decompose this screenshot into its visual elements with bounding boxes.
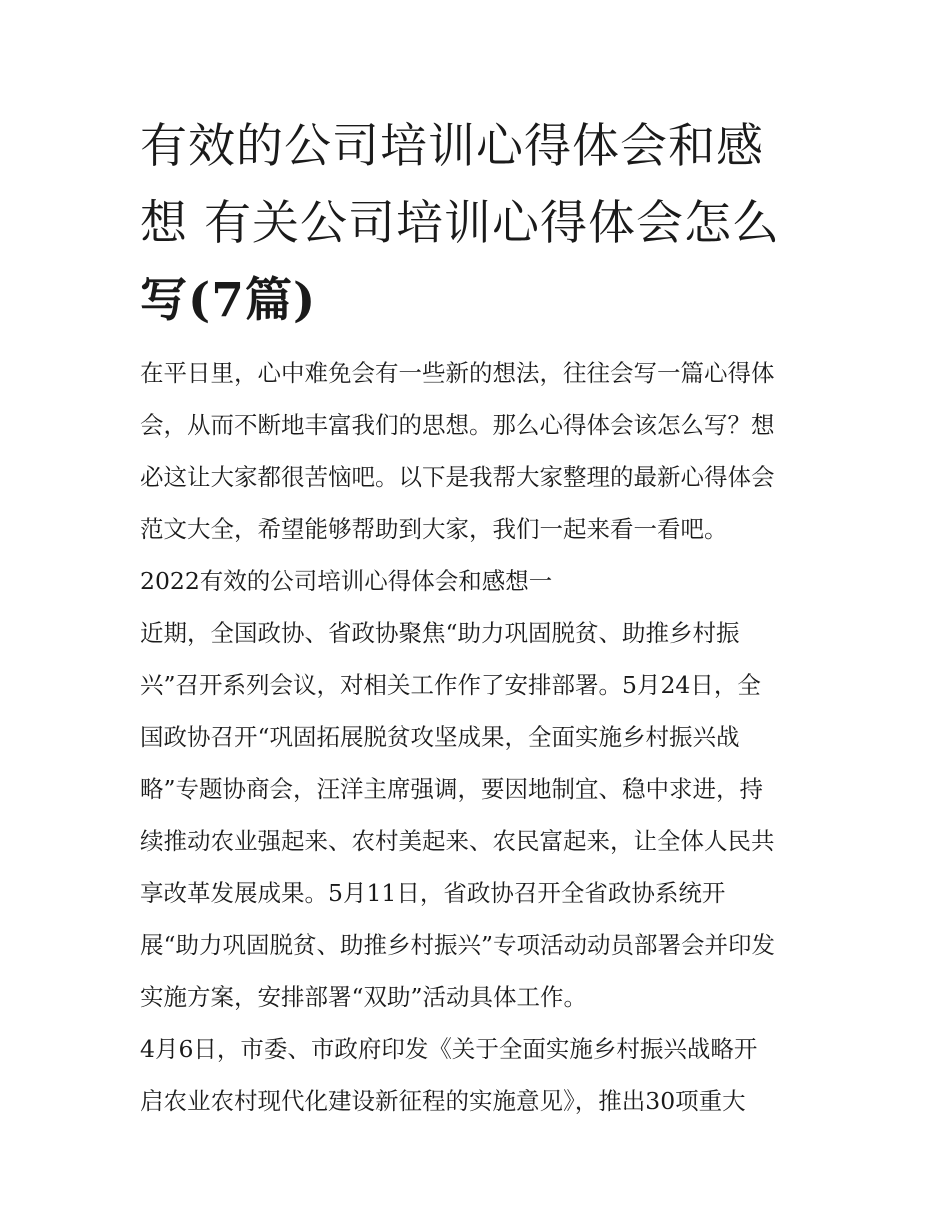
intro-line: 会，从而不断地丰富我们的思想。那么心得体会该怎么写？想 xyxy=(140,411,775,439)
body-line: 启农业农村现代化建设新征程的实施意见》，推出30项重大 xyxy=(140,1087,746,1115)
intro-line: 在平日里，心中难免会有一些新的想法，往往会写一篇心得体 xyxy=(140,359,775,387)
body-paragraph-1 xyxy=(140,607,820,1023)
title-line-2: 想 有关公司培训心得体会怎么 xyxy=(140,196,780,251)
body-line: 实施方案，安排部署“双助”活动具体工作。 xyxy=(140,983,588,1011)
body-line: 展“助力巩固脱贫、助推乡村振兴”专项活动动员部署会并印发 xyxy=(140,931,776,959)
body-line: 略”专题协商会，汪洋主席强调，要因地制宜、稳中求进，持 xyxy=(140,775,764,803)
body-line: 续推动农业强起来、农村美起来、农民富起来，让全体人民共 xyxy=(140,827,775,855)
intro-line: 范文大全，希望能够帮助到大家，我们一起来看一看吧。 xyxy=(140,515,728,543)
body-line: 4月6日，市委、市政府印发《关于全面实施乡村振兴战略开 xyxy=(140,1035,758,1063)
body-line: 近期，全国政协、省政协聚焦“助力巩固脱贫、助推乡村振 xyxy=(140,619,740,647)
body-line: 享改革发展成果。5月11日，省政协召开全省政协系统开 xyxy=(140,879,726,907)
title-line-3: 写(7篇) xyxy=(140,273,317,328)
body-line: 国政协召开“巩固拓展脱贫攻坚成果，全面实施乡村振兴战 xyxy=(140,723,740,751)
document-title xyxy=(140,108,820,339)
title-line-1: 有效的公司培训心得体会和感 xyxy=(140,119,764,174)
section-heading: 2022有效的公司培训心得体会和感想一 xyxy=(140,567,553,595)
intro-line: 必这让大家都很苦恼吧。以下是我帮大家整理的最新心得体会 xyxy=(140,463,775,491)
intro-paragraph xyxy=(140,347,820,555)
body-line: 兴”召开系列会议，对相关工作作了安排部署。5月24日，全 xyxy=(140,671,761,699)
document-page xyxy=(140,108,820,1127)
body-paragraph-2 xyxy=(140,1023,820,1127)
